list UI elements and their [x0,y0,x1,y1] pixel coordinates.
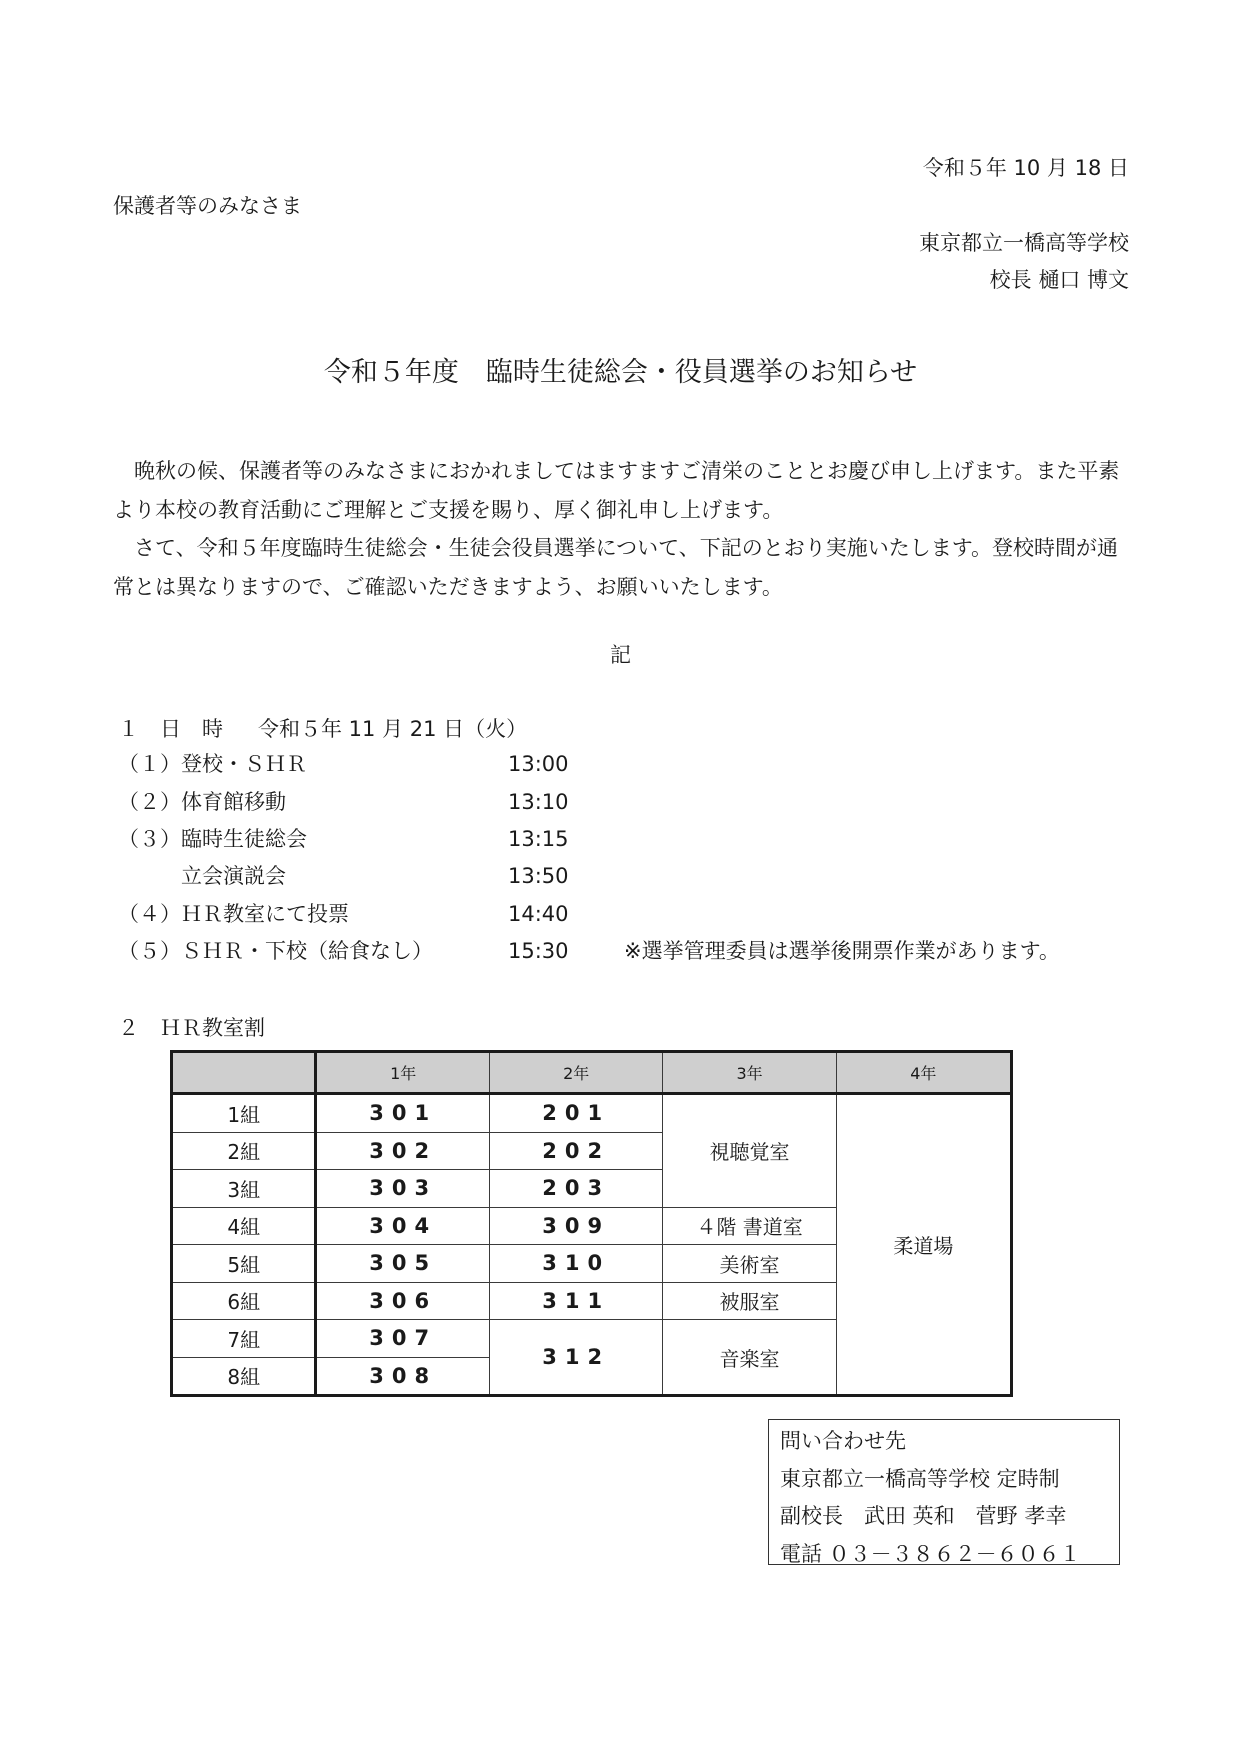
table-header-row [172,1052,1012,1094]
table-header-cell: 1年 [316,1052,490,1094]
homeroom-table [170,1050,1013,1397]
section-rooms [118,1018,265,1039]
class-cell: 8組 [172,1357,316,1396]
schedule-time: 13:00 [508,752,569,776]
contact-box [768,1419,1120,1565]
room-cell: 308 [316,1357,490,1396]
room-cell: 310 [489,1245,663,1283]
room-cell: 309 [489,1207,663,1245]
document-date: 令和５年 10 月 18 日 [922,156,1129,180]
schedule-label: （２）体育館移動 [118,790,286,814]
section-label: 日 時 [160,717,223,741]
room-cell: 被服室 [663,1282,836,1320]
room-cell: 301 [316,1094,490,1133]
document-title: 令和５年度 臨時生徒総会・役員選挙のお知らせ [323,357,918,388]
section-label: ＨＲ教室割 [160,1016,265,1040]
room-cell: 203 [489,1170,663,1208]
ki-heading: 記 [610,643,631,667]
contact-staff: 副校長 武田 英和 菅野 孝幸 [780,1504,1067,1528]
schedule-label: （１）登校・ＳＨＲ [118,752,307,776]
room-cell: 美術室 [663,1245,836,1283]
contact-org: 東京都立一橋高等学校 定時制 [780,1466,1060,1491]
class-cell: 4組 [172,1207,316,1245]
room-cell: 202 [489,1132,663,1170]
table-header-cell: 2年 [489,1052,663,1094]
principal-name: 校長 樋口 博文 [989,268,1129,292]
contact-heading: 問い合わせ先 [780,1429,906,1453]
room-cell: 視聴覚室 [663,1094,836,1208]
room-cell: 音楽室 [663,1320,836,1396]
room-cell: 307 [316,1320,490,1358]
class-cell: 3組 [172,1170,316,1208]
schedule-label: 立会演説会 [118,864,286,888]
room-cell: 302 [316,1132,490,1170]
class-cell: 7組 [172,1320,316,1358]
section-datetime [118,719,527,740]
event-date: 令和５年 11 月 21 日（火） [258,717,528,741]
room-cell: 303 [316,1170,490,1208]
body-text [113,452,1129,606]
class-cell: 2組 [172,1132,316,1170]
class-cell: 5組 [172,1245,316,1283]
schedule-time: 13:50 [508,864,569,888]
class-cell: 1組 [172,1094,316,1133]
room-cell: 311 [489,1282,663,1320]
contact-phone: 電話 ０３－３８６２－６０６１ [780,1541,1081,1566]
schedule-note: ※選挙管理委員は選挙後開票作業があります。 [624,939,1060,963]
room-cell: 304 [316,1207,490,1245]
schedule-time: 15:30 [508,939,569,963]
schedule-time: 13:10 [508,790,569,814]
schedule-label: （４）ＨＲ教室にて投票 [118,902,349,926]
school-name: 東京都立一橋高等学校 [919,231,1129,255]
room-cell: 312 [489,1320,663,1396]
table-header-cell: 3年 [663,1052,836,1094]
room-cell: 306 [316,1282,490,1320]
schedule-label: （５）ＳＨＲ・下校（給食なし） [118,939,433,963]
table-header-cell [172,1052,316,1094]
room-cell: 柔道場 [836,1094,1011,1396]
room-cell: ４階 書道室 [663,1207,836,1245]
body-paragraph: 晩秋の候、保護者等のみなさまにおかれましてはますますご清栄のこととお慶び申し上げます。また平素より本校の教育活動にご理解とご支援を賜り、厚く御礼申し上げます。 [113,459,1120,522]
room-cell: 201 [489,1094,663,1133]
table-header-cell: 4年 [836,1052,1011,1094]
addressee: 保護者等のみなさま [113,194,302,218]
schedule-time: 13:15 [508,827,569,851]
room-cell: 305 [316,1245,490,1283]
schedule-label: （３）臨時生徒総会 [118,827,307,851]
section-number: ２ [118,1016,139,1040]
table-row [172,1094,1012,1133]
body-paragraph: さて、令和５年度臨時生徒総会・生徒会役員選挙について、下記のとおり実施いたします。登校時間が通常とは異なりますので、ご確認いただきますよう、お願いいたします。 [113,536,1119,599]
schedule-time: 14:40 [508,902,569,926]
section-number: １ [118,717,139,741]
class-cell: 6組 [172,1282,316,1320]
